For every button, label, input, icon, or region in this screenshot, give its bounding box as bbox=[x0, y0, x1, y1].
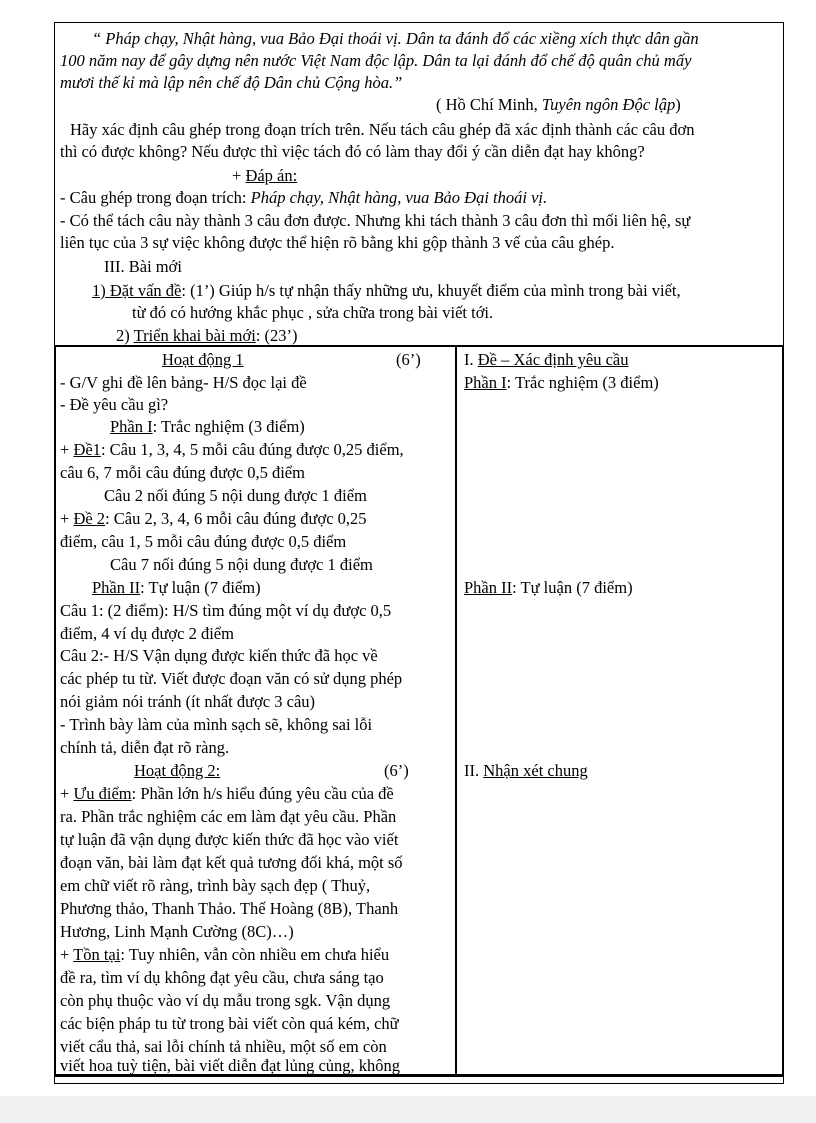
question-text: Hãy xác định câu ghép trong đoạn trích trên. Nếu tách câu ghép đã xác định thành các câu đơn bbox=[70, 120, 695, 139]
left-text: - Trình bày làm của mình sạch sẽ, không sai lỗi bbox=[60, 715, 373, 734]
section-item: 2) Triển khai bài mới: (23’) bbox=[116, 326, 298, 345]
section-title: III. Bài mới bbox=[104, 257, 182, 276]
left-text: điểm, 4 ví dụ được 2 điểm bbox=[60, 624, 234, 643]
left-text: các biện pháp tu từ trong bài viết còn quá kém, chữ bbox=[60, 1014, 399, 1033]
section-item: từ đó có hướng khắc phục , sửa chữa trong bài viết tới. bbox=[132, 303, 494, 322]
left-text: điểm, câu 1, 5 mỗi câu đúng được 0,5 điểm bbox=[60, 532, 347, 551]
left-text: Câu 7 nối đúng 5 nội dung được 1 điểm bbox=[110, 555, 373, 574]
left-text: câu 6, 7 mỗi câu đúng được 0,5 điểm bbox=[60, 463, 305, 482]
left-text: đoạn văn, bài làm đạt kết quả tương đối khá, một số bbox=[60, 853, 403, 872]
left-text: ra. Phần trắc nghiệm các em làm đạt yêu cầu. Phần bbox=[60, 807, 397, 826]
section-item: 1) Đặt vấn đề: (1’) Giúp h/s tự nhận thấy những ưu, khuyết điểm của mình trong bài viết, bbox=[92, 281, 681, 300]
quote-source-title: Tuyên ngôn Độc lập bbox=[541, 95, 676, 114]
left-text: Hương, Linh Mạnh Cường (8C)…) bbox=[60, 922, 294, 941]
left-text: tự luận đã vận dụng được kiến thức đã học vào viết bbox=[60, 830, 399, 849]
left-text: nói giảm nói tránh (ít nhất được 3 câu) bbox=[60, 692, 316, 711]
question-text: thì có được không? Nếu được thì việc tách đó có làm thay đổi ý cần diễn đạt hay không? bbox=[60, 142, 645, 161]
left-text: viết hoa tuỳ tiện, bài viết diễn đạt lủng củng, không bbox=[60, 1056, 401, 1075]
answer-item: - Câu ghép trong đoạn trích: Pháp chạy, Nhật hàng, vua Bảo Đại thoái vị. bbox=[60, 188, 548, 207]
activity-title: Hoạt động 2: bbox=[134, 761, 221, 780]
quote-line: 100 năm nay để gây dựng nên nước Việt Nam độc lập. Dân ta lại đánh đổ chế độ quân chủ mấy bbox=[60, 51, 692, 70]
left-text: Câu 1: (2 điểm): H/S tìm đúng một ví dụ được 0,5 bbox=[60, 601, 392, 620]
left-text: Câu 2 nối đúng 5 nội dung được 1 điểm bbox=[104, 486, 367, 505]
right-part: Phần I: Trắc nghiệm (3 điểm) bbox=[464, 373, 659, 392]
quote-source: ( Hồ Chí Minh, Tuyên ngôn Độc lập) bbox=[436, 95, 681, 114]
activity-title: Hoạt động 1 bbox=[162, 350, 244, 369]
left-text: + Đề 2: Câu 2, 3, 4, 6 mỗi câu đúng được 0,25 bbox=[60, 509, 367, 528]
left-text: đề ra, tìm ví dụ không đạt yêu cầu, chưa sáng tạo bbox=[60, 968, 384, 987]
left-text: - G/V ghi đề lên bảng- H/S đọc lại đề bbox=[60, 373, 307, 392]
left-text: + Tồn tại: Tuy nhiên, vẫn còn nhiều em chưa hiểu bbox=[60, 945, 390, 964]
right-heading: I. Đề – Xác định yêu cầu bbox=[464, 350, 629, 369]
answer-heading: + Đáp án: bbox=[232, 166, 298, 185]
left-text: viết cẩu thả, sai lỗi chính tả nhiều, một số em còn bbox=[60, 1037, 387, 1056]
answer-item: liên tục của 3 sự việc không được thể hiện rõ bằng khi gộp thành 3 vế của câu ghép. bbox=[60, 233, 615, 252]
left-text: các phép tu từ. Viết được đoạn văn có sử dụng phép bbox=[60, 669, 403, 688]
part-heading: Phần II: Tự luận (7 điểm) bbox=[92, 578, 261, 597]
left-text: chính tả, diễn đạt rõ ràng. bbox=[60, 738, 230, 757]
left-text: Phương thảo, Thanh Thảo. Thế Hoàng (8B), Thanh bbox=[60, 899, 399, 918]
column-divider bbox=[455, 345, 457, 1076]
activity-time: (6’) bbox=[396, 350, 421, 369]
part-heading: Phần I: Trắc nghiệm (3 điểm) bbox=[110, 417, 305, 436]
left-text: + Đề1: Câu 1, 3, 4, 5 mỗi câu đúng được 0,25 điểm, bbox=[60, 440, 404, 459]
right-heading: II. Nhận xét chung bbox=[464, 761, 588, 780]
page-gap bbox=[0, 1096, 816, 1123]
answer-item: - Có thể tách câu này thành 3 câu đơn được. Nhưng khi tách thành 3 câu đơn thì mối liên hệ, sự bbox=[60, 211, 691, 230]
left-text: - Đề yêu cầu gì? bbox=[60, 395, 169, 414]
left-text: em chữ viết rõ ràng, trình bày sạch đẹp ( Thuỷ, bbox=[60, 876, 371, 895]
left-text: Câu 2:- H/S Vận dụng được kiến thức đã học về bbox=[60, 646, 378, 665]
right-part: Phần II: Tự luận (7 điểm) bbox=[464, 578, 633, 597]
left-text: còn phụ thuộc vào ví dụ mẫu trong sgk. Vận dụng bbox=[60, 991, 391, 1010]
quote-line: mươi thế kỉ mà lập nên chế độ Dân chủ Cộng hòa.” bbox=[60, 73, 403, 92]
quote-line: “ Pháp chạy, Nhật hàng, vua Bảo Đại thoái vị. Dân ta đánh đổ các xiềng xích thực dân gần bbox=[92, 29, 699, 48]
left-text: + Ưu điểm: Phần lớn h/s hiểu đúng yêu cầu của đề bbox=[60, 784, 394, 803]
activity-time: (6’) bbox=[384, 761, 409, 780]
